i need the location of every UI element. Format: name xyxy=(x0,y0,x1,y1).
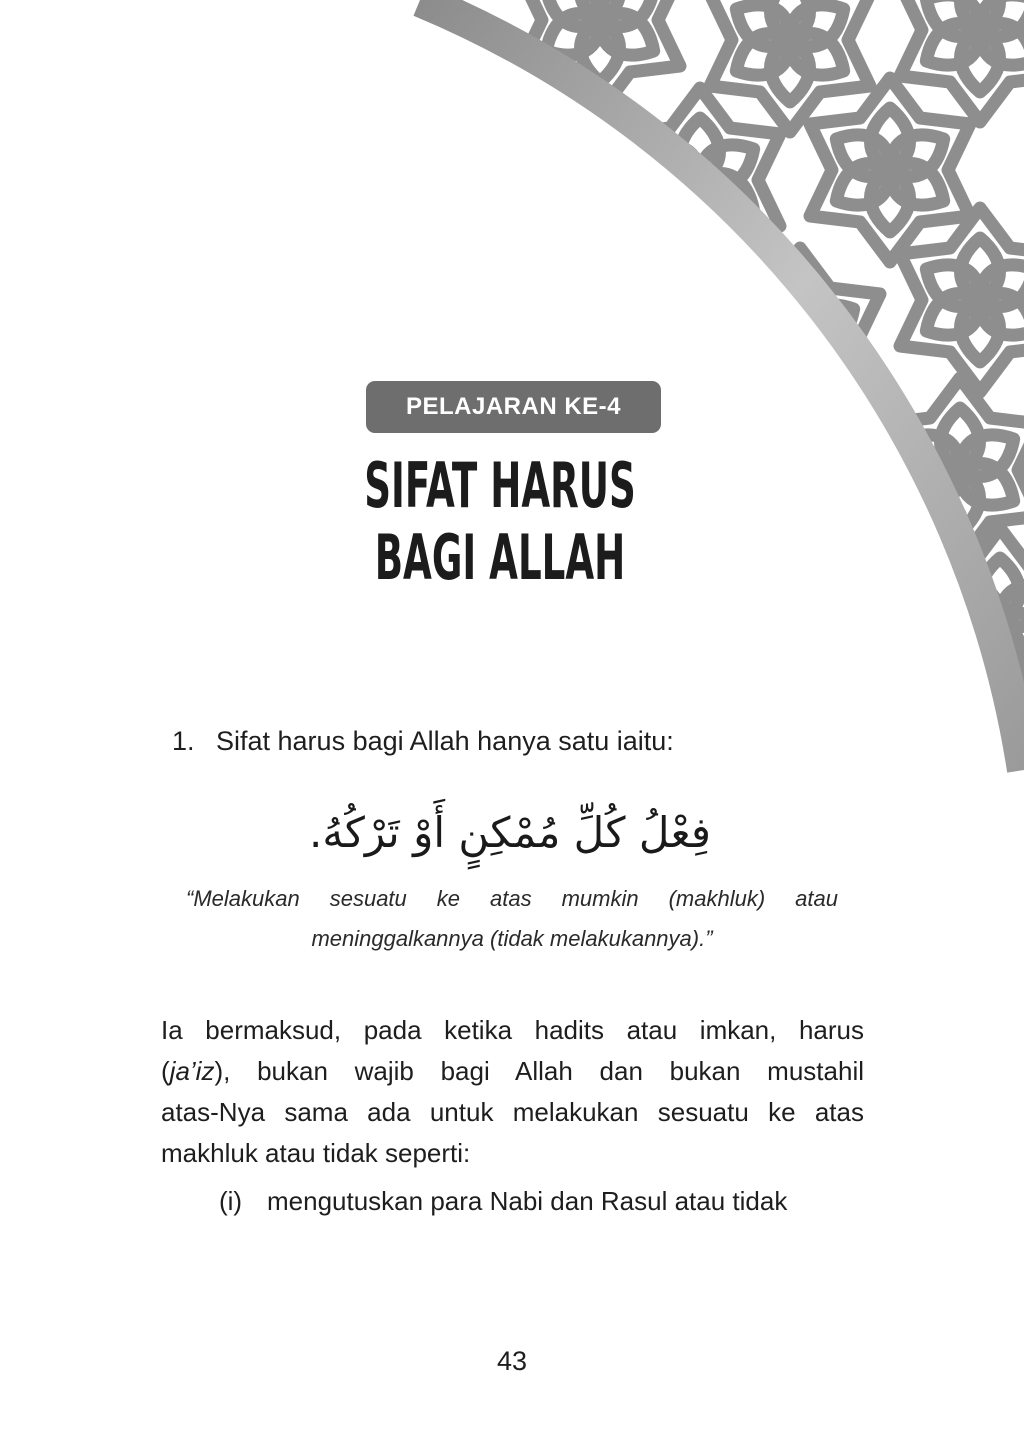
paragraph-line-4: makhluk atau tidak seperti: xyxy=(161,1138,471,1168)
paragraph-line-3: atas-Nya sama ada untuk melakukan sesuatu ke atas xyxy=(161,1097,864,1127)
item-text: Sifat harus bagi Allah hanya satu iaitu: xyxy=(216,726,674,756)
item-number: 1. xyxy=(172,726,195,756)
chapter-title-line-2: BAGI ALLAH xyxy=(374,521,626,594)
arabic-verse: فِعْلُ كُلِّ مُمْكِنٍ أَوْ تَرْكُهُ. xyxy=(309,808,711,857)
translation-quote xyxy=(186,879,838,959)
sub-list-item-i xyxy=(219,1186,787,1217)
paragraph-line-2: (ja’iz), bukan wajib bagi Allah dan bukan mustahil xyxy=(161,1056,864,1086)
sub-item-marker: (i) xyxy=(219,1186,243,1216)
term-jaiz: ja’iz xyxy=(169,1056,215,1086)
chapter-title-line-1: SIFAT HARUS xyxy=(364,449,636,522)
numbered-item-1 xyxy=(172,726,674,757)
sub-item-text: mengutuskan para Nabi dan Rasul atau tidak xyxy=(267,1186,788,1216)
paragraph-line-1: Ia bermaksud, pada ketika hadits atau imkan, harus xyxy=(161,1015,864,1045)
explanation-paragraph xyxy=(161,1010,864,1174)
translation-line-2: meninggalkannya (tidak melakukannya).” xyxy=(311,926,713,951)
lesson-badge: PELAJARAN KE-4 xyxy=(366,381,661,433)
translation-line-1: “Melakukan sesuatu ke atas mumkin (makhluk) atau xyxy=(186,886,838,911)
paragraph-line-2-text: ), bukan wajib bagi Allah dan bukan mustahil xyxy=(214,1056,864,1086)
page-number: 43 xyxy=(496,1346,528,1376)
